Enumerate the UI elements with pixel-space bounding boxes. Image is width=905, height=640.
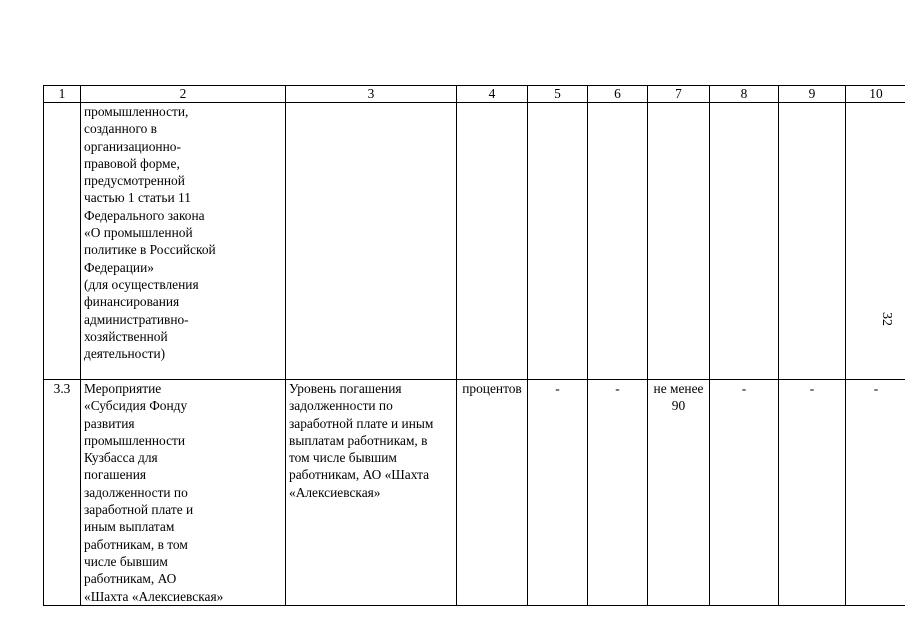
column-number: 7 <box>648 86 710 103</box>
value-cell <box>588 103 648 380</box>
column-number: 6 <box>588 86 648 103</box>
document-page <box>43 85 883 606</box>
description-text: промышленности, созданного в организационно- правовой форме, предусмотренной частью 1 статьи 11 Федерального закона «О промышленной политике в Российской Федерации» (для осуществления финансирования административно- хозяйственной деятельности) <box>84 104 216 362</box>
column-number: 1 <box>44 86 81 103</box>
value-cell: - <box>846 380 905 606</box>
event-description-text: Мероприятие «Субсидия Фонду развития промышленности Кузбасса для погашения задолженности по заработной плате и иным выплатам работникам, в том числе бывшим работникам, АО «Шахта «Алексиевская» <box>84 381 224 604</box>
continuation-row <box>44 103 905 380</box>
column-number: 8 <box>710 86 779 103</box>
table-row-3-3 <box>44 380 905 606</box>
column-number: 9 <box>779 86 846 103</box>
column-number: 10 <box>846 86 905 103</box>
column-number: 5 <box>528 86 588 103</box>
row-number-cell: 3.3 <box>44 380 81 606</box>
value-cell <box>779 103 846 380</box>
column-number: 2 <box>81 86 286 103</box>
value-cell: - <box>528 380 588 606</box>
indicator-cell <box>286 380 457 606</box>
unit-cell <box>457 103 528 380</box>
page-number: 32 <box>879 312 894 326</box>
event-description-cell <box>81 380 286 606</box>
row-number-cell <box>44 103 81 380</box>
value-cell: - <box>779 380 846 606</box>
value-cell <box>528 103 588 380</box>
target-value-cell <box>648 380 710 606</box>
column-number: 3 <box>286 86 457 103</box>
value-cell: - <box>588 380 648 606</box>
value-cell: - <box>710 380 779 606</box>
indicator-cell <box>286 103 457 380</box>
value-cell <box>846 103 905 380</box>
unit-cell: процентов <box>457 380 528 606</box>
column-number: 4 <box>457 86 528 103</box>
value-cell <box>710 103 779 380</box>
value-cell <box>648 103 710 380</box>
column-number-row <box>44 86 905 103</box>
description-cell <box>81 103 286 380</box>
indicators-table <box>43 85 905 606</box>
target-value-text: не менее 90 <box>653 381 704 414</box>
indicator-text: Уровень погашения задолженности по заработной плате и иным выплатам работникам, в том числе бывшим работникам, АО «Шахта «Алексиевская» <box>289 381 434 500</box>
